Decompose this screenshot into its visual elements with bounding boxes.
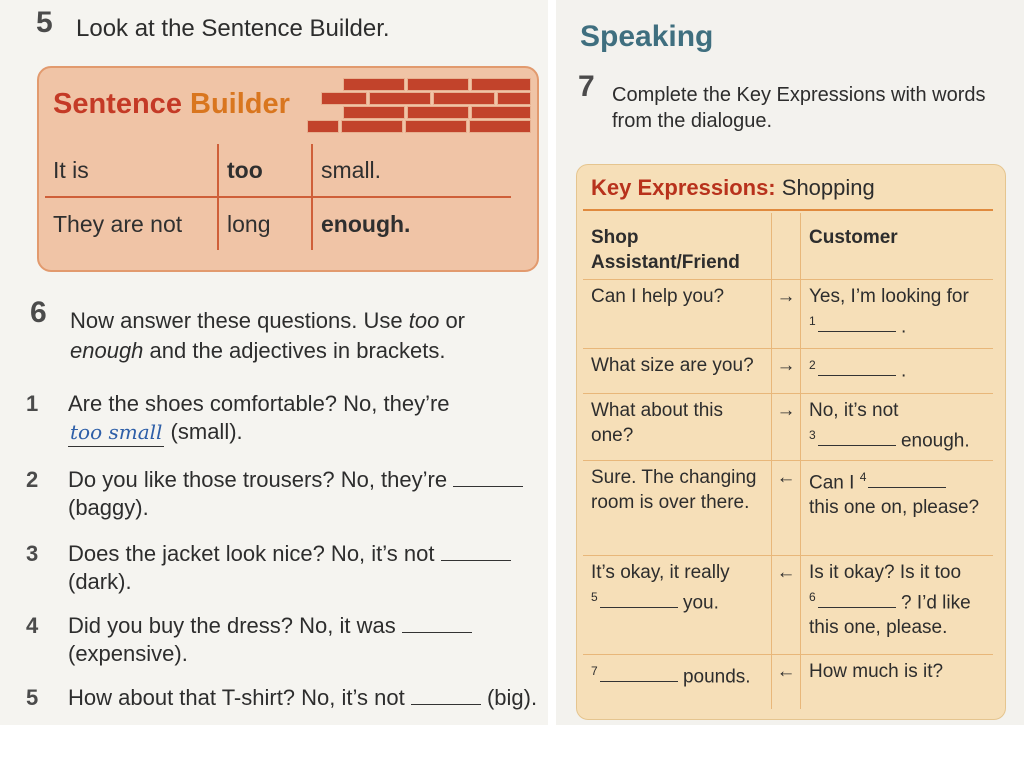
answer-example: too small (68, 418, 164, 447)
answer-blank[interactable] (818, 592, 896, 608)
table-row (583, 349, 993, 394)
answer-blank[interactable] (600, 666, 678, 682)
table-row (583, 556, 993, 655)
question-item: 3 Does the jacket look nice? No, it’s not (dark). (68, 540, 528, 596)
key-expressions-title: Key Expressions: Shopping (591, 175, 875, 200)
cell: What about this one? (583, 394, 772, 461)
sentence-builder-title (53, 88, 290, 121)
cell: too (218, 144, 312, 197)
question-item: 4 Did you buy the dress? No, it was (expensive). (68, 612, 528, 668)
table-header-row (583, 213, 993, 280)
exercise-6-number: 6 (30, 296, 47, 329)
column-header: Customer (801, 213, 994, 280)
arrow-right-icon: → (772, 280, 801, 349)
cell: How much is it? (809, 661, 944, 682)
sentence-builder-box (37, 66, 539, 272)
cell: Is it okay? Is it too $^6$ ? I’d like this one, please. (801, 556, 994, 655)
cell: No, it’s not $^3$ enough. (801, 394, 994, 461)
table-row (583, 461, 993, 556)
cell: $^7$ pounds. (591, 664, 751, 688)
key-expressions-table (583, 213, 993, 709)
arrow-left-icon: ← (772, 461, 801, 556)
answer-blank[interactable] (818, 316, 896, 332)
cell: It’s okay, it really $^5$ you. (583, 556, 772, 655)
table-row (583, 280, 993, 349)
cell: Can I $^4$ this one on, please? (801, 461, 994, 556)
cell: What size are you? (583, 349, 772, 394)
table-row (583, 394, 993, 461)
sentence-builder-row (45, 197, 511, 250)
answer-blank[interactable] (818, 360, 896, 376)
arrow-left-icon: ← (772, 556, 801, 655)
cell: Can I help you? (583, 280, 772, 349)
exercise-7-number: 7 (578, 70, 595, 103)
answer-blank[interactable] (868, 472, 946, 488)
answer-blank[interactable] (818, 430, 896, 446)
arrow-left-icon: ← (772, 655, 801, 710)
answer-blank[interactable] (441, 542, 511, 561)
arrow-right-icon: → (772, 349, 801, 394)
table-row (583, 655, 993, 710)
cell: Yes, I’m looking for $^1$ . (801, 280, 994, 349)
exercise-6-instruction: Now answer these questions. Use too or enough and the adjectives in brackets. (70, 308, 466, 363)
column-header: Shop Assistant/Friend (583, 213, 772, 280)
cell: long (218, 197, 312, 250)
exercise-5-number: 5 (36, 6, 53, 39)
answer-blank[interactable] (411, 686, 481, 705)
cell: small. (312, 144, 511, 197)
sentence-builder-table (45, 144, 511, 250)
answer-blank[interactable] (453, 468, 523, 487)
arrow-right-icon: → (772, 394, 801, 461)
question-item: 1 Are the shoes comfortable? No, they’re too small (small). (68, 390, 528, 447)
exercise-7-instruction: Complete the Key Expressions with words from the dialogue. (612, 84, 986, 132)
key-expressions-box (576, 164, 1006, 720)
answer-blank[interactable] (600, 592, 678, 608)
title-word-builder: Builder (190, 88, 290, 120)
question-item: 5 How about that T-shirt? No, it’s not (big). (26, 685, 538, 710)
cell: $^2$ . (801, 349, 994, 394)
sentence-builder-row (45, 144, 511, 197)
cell: enough. (321, 210, 411, 237)
title-word-sentence: Sentence (53, 88, 182, 120)
cell: It is (45, 144, 218, 197)
exercise-5-instruction: Look at the Sentence Builder. (76, 15, 390, 42)
answer-blank[interactable] (402, 614, 472, 633)
cell: Sure. The changing room is over there. (583, 461, 772, 556)
speaking-heading: Speaking (580, 20, 714, 53)
cell: They are not (45, 197, 218, 250)
question-item: 2 Do you like those trousers? No, they’re (baggy). (68, 466, 528, 522)
brick-wall-decoration (307, 78, 531, 136)
